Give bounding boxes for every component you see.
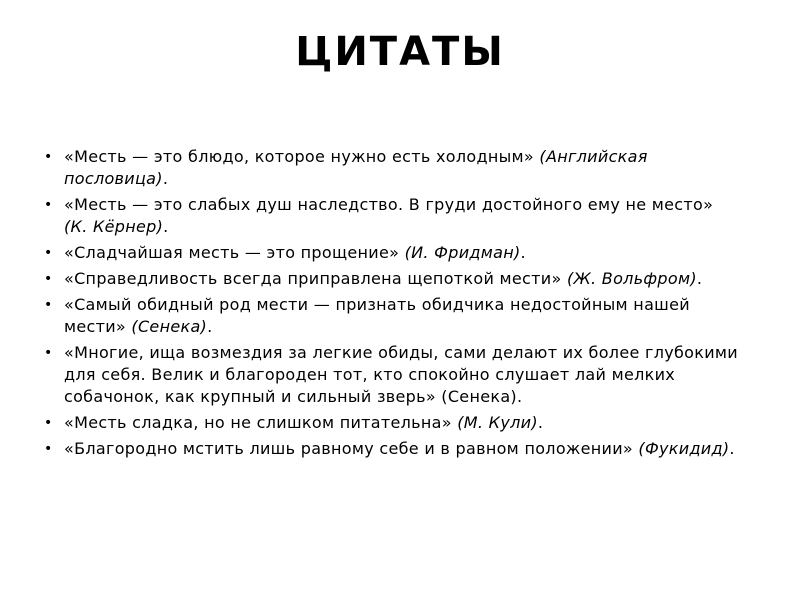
quote-item	[40, 194, 740, 238]
bullet-icon: •	[44, 441, 53, 457]
quote-text: «Месть сладка, но не слишком питательна»	[64, 413, 452, 432]
quote-text: «Сладчайшая месть — это прощение»	[64, 243, 400, 262]
quote-author: (М. Кули)	[451, 413, 538, 432]
quote-item	[40, 412, 740, 434]
quote-tail: .	[207, 317, 213, 336]
quote-author: (И. Фридман)	[399, 243, 521, 262]
bullet-icon: •	[44, 197, 53, 213]
quote-author: (К. Кёрнер)	[64, 217, 164, 236]
quote-author: (Сенека)	[126, 317, 208, 336]
quote-author: (Ж. Вольфром)	[561, 269, 697, 288]
quote-item	[40, 438, 740, 460]
bullet-icon: •	[44, 271, 53, 287]
quote-tail: .	[163, 217, 169, 236]
bullet-icon: •	[44, 297, 53, 313]
quote-text: «Месть — это слабых душ наследство. В груди достойного ему не место»	[64, 195, 714, 214]
quote-tail: .	[537, 413, 544, 432]
quote-list	[40, 146, 740, 464]
quote-text: «Благородно мстить лишь равному себе и в равном положении»	[64, 439, 634, 458]
quote-text: «Справедливость всегда приправлена щепоткой мести»	[64, 269, 562, 288]
quote-tail: .	[520, 243, 526, 262]
bullet-icon: •	[44, 245, 53, 261]
quote-text: «Многие, ища возмездия за легкие обиды, сами делают их более глубокими для себя. Велик и благороден тот, кто спокойно слушает лай мелких собачонок, как крупный и сильный зверь» (Сенека).	[64, 343, 738, 406]
quote-author: (Английская пословица)	[64, 147, 648, 188]
quote-item	[40, 242, 740, 264]
quote-item	[40, 268, 740, 290]
quote-item	[40, 342, 740, 408]
bullet-icon: •	[44, 149, 53, 165]
quote-text: «Месть — это блюдо, которое нужно есть холодным»	[64, 147, 535, 166]
quote-tail: .	[729, 439, 735, 458]
bullet-icon: •	[44, 345, 53, 361]
bullet-icon: •	[44, 415, 53, 431]
slide-title: ЦИТАТЫ	[295, 29, 505, 75]
quote-author: (Фукидид)	[633, 439, 730, 458]
quote-text: «Самый обидный род мести — признать обидчика недостойным нашей мести»	[64, 295, 690, 336]
quote-tail: .	[696, 269, 703, 288]
quote-item	[40, 146, 740, 190]
quote-tail: .	[162, 169, 169, 188]
quote-item	[40, 294, 740, 338]
